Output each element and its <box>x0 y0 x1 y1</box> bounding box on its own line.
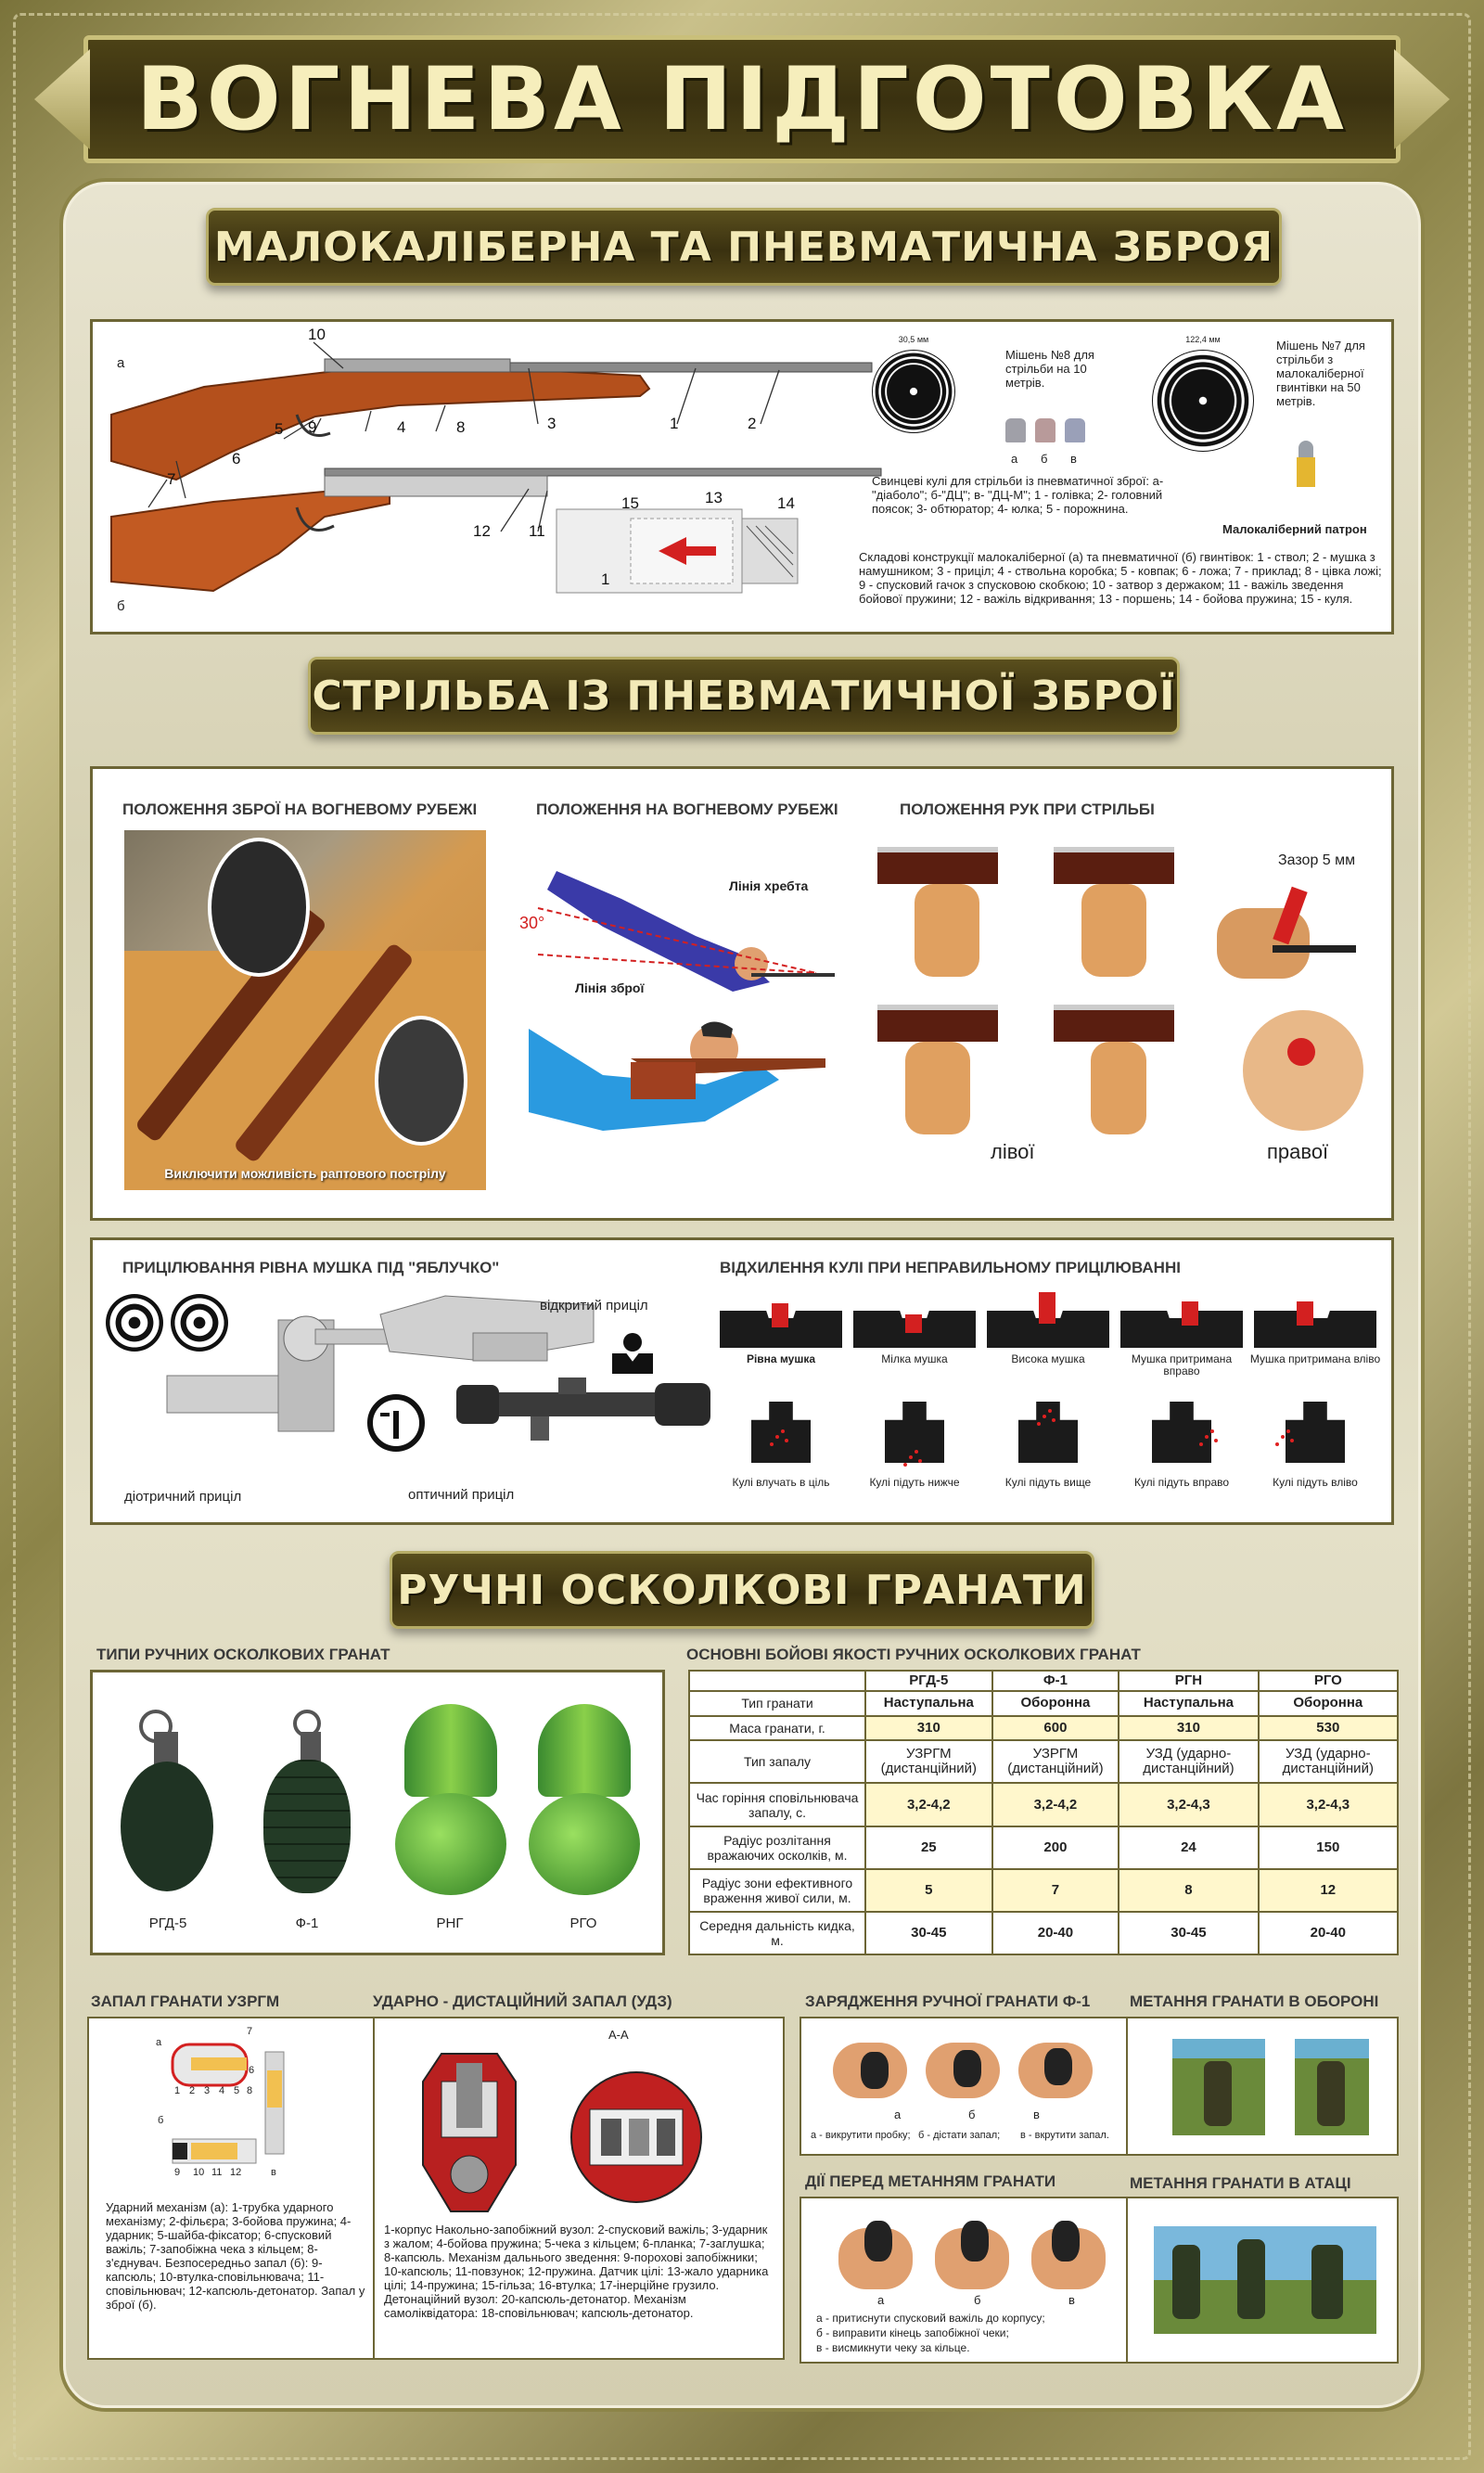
part-number: 4 <box>397 418 406 436</box>
title-banner <box>83 35 1401 163</box>
part-number: 1 <box>670 415 679 432</box>
table-cell: 310 <box>1119 1716 1258 1741</box>
diopter-sight-image <box>130 1292 408 1459</box>
spine-line-label: Лінія хребта <box>729 878 809 893</box>
table-cell: 20-40 <box>992 1912 1119 1954</box>
section-title: РУЧНІ ОСКОЛКОВІ ГРАНАТИ <box>397 1566 1087 1614</box>
table-header: РГО <box>1259 1671 1398 1691</box>
prone-figures <box>519 852 853 1186</box>
front-sight-post <box>1297 1301 1313 1326</box>
rgo-image <box>529 1704 640 1895</box>
bullet-hit <box>781 1429 785 1433</box>
part-number: 15 <box>621 494 639 512</box>
table-cell: Наступальна <box>1119 1691 1258 1716</box>
table-row <box>689 1716 1398 1741</box>
front-sight-post <box>1182 1301 1198 1326</box>
rifles-box <box>90 319 1394 634</box>
table-cell: 3,2-4,3 <box>1119 1783 1258 1826</box>
front-sight-post <box>1039 1292 1055 1324</box>
pellet-label: б <box>1041 452 1048 466</box>
udz-section-label: А-А <box>608 2028 629 2042</box>
weapon-photo <box>124 830 486 1190</box>
part-number: 6 <box>232 450 241 468</box>
pellet-label: а <box>1011 452 1018 466</box>
fuse-part-number: 12 <box>230 2167 242 2178</box>
parts-text: Складові конструкції малокаліберної (а) та пневматичної (б) гвинтівок: 1 - ствол; 2 - мушка з намушником; 3 - приціл; 4 - ствольна коробка; 5 - ковпак; 6 - ложа; 7 - приклад; 8 - цівка ложі; 9 - спусковий гачок з спусковою скобкою; 10 - затвор з держаком; 11 - важіль зведення бойової пружини; 12 - важіль відкривання; 13 - поршень; 14 - бойова пружина; 15 - куля. <box>859 550 1382 606</box>
grenade-name: РГО <box>569 1916 597 1931</box>
table-row <box>689 1826 1398 1869</box>
table-cell: 25 <box>865 1826 992 1869</box>
rng-image <box>395 1704 506 1895</box>
fuse-part-number: 2 <box>189 2085 196 2096</box>
uzrgm-heading: ЗАПАЛ ГРАНАТИ УЗРГМ <box>91 1992 280 2010</box>
sight-label: Мушка притримана вліво <box>1249 1352 1381 1365</box>
bullet-hit <box>1281 1435 1285 1439</box>
bullet-hit <box>1043 1415 1046 1418</box>
fuse-part-number: 11 <box>211 2167 223 2178</box>
table-cell: 530 <box>1259 1716 1398 1741</box>
defense-heading: МЕТАННЯ ГРАНАТИ В ОБОРОНІ <box>1130 1992 1379 2010</box>
bullet-hit <box>775 1435 779 1439</box>
table-row <box>689 1740 1398 1783</box>
defense-photo-1 <box>1172 2039 1265 2135</box>
table-cell: 3,2-4,2 <box>865 1783 992 1826</box>
bullet-hit <box>770 1442 774 1446</box>
table-cell: Оборонна <box>1259 1691 1398 1716</box>
table-row <box>689 1912 1398 1954</box>
grenade-types-heading: ТИПИ РУЧНИХ ОСКОЛКОВИХ ГРАНАТ <box>96 1646 390 1663</box>
table-header: Ф-1 <box>992 1671 1119 1691</box>
target8-size: 30,5 мм <box>898 335 929 344</box>
charge-caption: в - вкрутити запал. <box>1020 2130 1109 2141</box>
open-sight-picture <box>612 1333 653 1374</box>
table-cell: УЗД (ударно-дистанційний) <box>1259 1740 1398 1783</box>
part-number: 7 <box>167 470 176 488</box>
target-silhouette <box>1152 1402 1211 1463</box>
cartridge-image <box>1295 441 1317 489</box>
section-banner-grenades <box>390 1551 1094 1629</box>
fuse-part-number: б <box>158 2115 164 2126</box>
diopter-label: діотричний приціл <box>124 1489 242 1505</box>
rgd5-image <box>117 1710 219 1895</box>
bullet-hit <box>1210 1429 1214 1433</box>
open-sight-label: відкритий приціл <box>540 1298 648 1313</box>
table-cell: 24 <box>1119 1826 1258 1869</box>
table-cell: Радіус зони ефективного враження живої сили, м. <box>689 1869 865 1912</box>
before-box <box>800 2197 1399 2364</box>
angle-label: 30° <box>519 914 545 932</box>
table-cell: 3,2-4,2 <box>992 1783 1119 1826</box>
before-caption: а - притиснути спусковий важіль до корпусу; <box>816 2312 1045 2325</box>
fuse-part-number: 7 <box>247 2026 253 2037</box>
part-number: 10 <box>308 326 326 343</box>
table-cell: Тип гранати <box>689 1691 865 1716</box>
fuse-part-number: 6 <box>249 2065 255 2076</box>
before-caption: в - висмикнути чеку за кільце. <box>816 2341 970 2354</box>
pellets-image <box>1002 415 1094 448</box>
part-number: 8 <box>456 418 466 436</box>
bullet-hit <box>1275 1442 1279 1446</box>
right-hand-label: правої <box>1267 1140 1329 1163</box>
grenade-name: РГД-5 <box>148 1916 187 1931</box>
grenade-name: Ф-1 <box>295 1916 319 1931</box>
result-label: Кулі підуть вправо <box>1133 1476 1230 1489</box>
udz-text: 1-корпус Накольно-запобіжний вузол: 2-спусковий важіль; 3-ударник з жалом; 4-бойова пружина; 5-чека з кільцем; 6-планка; 7-заглушка; 8-капсюль. Механізм дальнього зведення: 9-порохові запобіжники; 10-капсюль; 11-повзунок; 12-пружина. Датчик цілі: 13-жало ударника цілі; 14-пружина; 15-гільза; 16-втулка; 17-інерційне грузило. Детонаційний вузол: 20-капсюль-детонатор. Механізм самоліквідатора: 18-сповільнювач; капсюль-детонатор. <box>384 2223 769 2320</box>
trigger-finger-image <box>1217 880 1365 982</box>
fuse-part-number: в <box>271 2167 276 2178</box>
aiming-heading: ПРИЦІЛЮВАННЯ РІВНА МУШКА ПІД "ЯБЛУЧКО" <box>122 1259 500 1276</box>
table-header: РГД-5 <box>865 1671 992 1691</box>
result-label: Кулі підуть вліво <box>1273 1476 1358 1489</box>
part-number: 5 <box>275 420 284 438</box>
table-cell: УЗД (ударно-дистанційний) <box>1119 1740 1258 1783</box>
rifle-b-label: б <box>117 598 125 614</box>
bullet-hit <box>1048 1409 1052 1413</box>
table-cell: Оборонна <box>992 1691 1119 1716</box>
bullet-hit <box>1199 1442 1203 1446</box>
target-silhouette <box>885 1402 944 1463</box>
fuse-part-number: 4 <box>219 2085 225 2096</box>
front-sight-post <box>905 1314 922 1333</box>
grenade-types-box <box>90 1670 665 1955</box>
aiming-box <box>90 1237 1394 1525</box>
before-hands-image <box>838 2215 1107 2293</box>
shooting-box <box>90 766 1394 1221</box>
bullet-hit <box>1205 1435 1209 1439</box>
section-title: СТРІЛЬБА ІЗ ПНЕВМАТИЧНОЇ ЗБРОЇ <box>312 672 1176 720</box>
uzrgm-text: Ударний механізм (а): 1-трубка ударного механізму; 2-фільєра; 3-бойова пружина; 4-ударник; 5-шайба-фіксатор; 6-спусковий важіль; 7-запобіжна чека з кільцем; 8-з'єднувач. Безпосередньо запал (б): 9-капсюль; 10-втулка-сповільнювача; 11-сповільнювач; 12-капсюль-детонатор. Запал у зброї (б). <box>106 2200 365 2312</box>
hands-images <box>877 847 1174 1134</box>
part-number: 2 <box>748 415 757 432</box>
bullet-hit <box>1037 1422 1041 1426</box>
fuse-part-number: 3 <box>204 2085 211 2096</box>
table-cell: 7 <box>992 1869 1119 1912</box>
part-number: 12 <box>473 522 491 540</box>
table-cell: Тип запалу <box>689 1740 865 1783</box>
before-caption: б - виправити кінець запобіжної чеки; <box>816 2326 1009 2339</box>
fuse-part-number: 9 <box>174 2167 181 2178</box>
part-number: 13 <box>705 489 723 506</box>
charge-caption: б - дістати запал; <box>918 2130 1001 2141</box>
sight-label: Мушка притримана вправо <box>1131 1352 1233 1377</box>
fuse-part-number: а <box>156 2037 162 2048</box>
table-cell: 12 <box>1259 1869 1398 1912</box>
grenade-table-box <box>688 1670 1399 1955</box>
hands-heading: ПОЛОЖЕННЯ РУК ПРИ СТРІЛЬБІ <box>900 801 1155 818</box>
rifles-diagram <box>93 322 928 632</box>
before-label: а <box>877 2293 885 2307</box>
front-sight-post <box>772 1303 788 1327</box>
rifle-a-label: а <box>117 355 125 371</box>
section-banner-pneumatic <box>308 657 1180 735</box>
before-label: в <box>1068 2293 1075 2307</box>
table-cell: Час горіння сповільнювача запалу, с. <box>689 1783 865 1826</box>
part-number: 1 <box>601 570 610 588</box>
table-header <box>689 1671 865 1691</box>
table-cell: 20-40 <box>1259 1912 1398 1954</box>
table-cell: 30-45 <box>865 1912 992 1954</box>
table-cell: 3,2-4,3 <box>1259 1783 1398 1826</box>
grenade-table <box>688 1670 1399 1955</box>
charge-label: б <box>968 2108 976 2121</box>
charge-label: а <box>894 2108 902 2121</box>
target7-image <box>1152 350 1254 452</box>
attack-heading: МЕТАННЯ ГРАНАТИ В АТАЦІ <box>1130 2174 1351 2192</box>
photo-caption: Виключити можливість раптового пострілу <box>164 1166 446 1181</box>
charge-box <box>800 2017 1399 2156</box>
udz-heading: УДАРНО - ДИСТАЦІЙНИЙ ЗАПАЛ (УДЗ) <box>373 1992 672 2010</box>
target8-text: Мішень №8 для стрільби на 10 метрів. <box>1005 348 1094 390</box>
part-number: 9 <box>308 418 317 436</box>
pellets-text: Свинцеві кулі для стрільби із пневматичної зброї: а- "діаболо"; б-"ДЦ"; в- "ДЦ-М"; 1 - голівка; 2- головний поясок; 3- обтюратор; 4- юлка; 5 - порожнина. <box>872 474 1164 516</box>
fuse-part-number: 5 <box>234 2085 240 2096</box>
attack-photo <box>1154 2226 1376 2334</box>
target8-image <box>872 350 955 433</box>
grenade-name: РНГ <box>436 1916 464 1931</box>
charge-hands-image <box>833 2033 1102 2108</box>
before-label: б <box>974 2293 981 2307</box>
sight-label: Висока мушка <box>1011 1352 1085 1365</box>
fuse-part-number: 1 <box>174 2085 181 2096</box>
before-heading: ДІЇ ПЕРЕД МЕТАННЯМ ГРАНАТИ <box>805 2172 1056 2190</box>
bullet-hit <box>1052 1418 1055 1422</box>
table-cell: 200 <box>992 1826 1119 1869</box>
weapon-position-heading: ПОЛОЖЕННЯ ЗБРОЇ НА ВОГНЕВОМУ РУБЕЖІ <box>122 801 478 818</box>
table-header: РГН <box>1119 1671 1258 1691</box>
firing-position-heading: ПОЛОЖЕННЯ НА ВОГНЕВОМУ РУБЕЖІ <box>536 801 838 818</box>
table-row <box>689 1783 1398 1826</box>
table-cell: Маса гранати, г. <box>689 1716 865 1741</box>
table-cell: 8 <box>1119 1869 1258 1912</box>
optic-label: оптичний приціл <box>408 1487 515 1503</box>
section-title: МАЛОКАЛІБЕРНА ТА ПНЕВМАТИЧНА ЗБРОЯ <box>213 223 1274 271</box>
charge-label: в <box>1033 2108 1040 2121</box>
page-title: ВОГНЕВА ПІДГОТОВКА <box>136 48 1348 150</box>
table-cell: Наступальна <box>865 1691 992 1716</box>
table-cell: 600 <box>992 1716 1119 1741</box>
result-label: Кулі підуть вище <box>1004 1476 1092 1489</box>
fuse-part-number: 8 <box>247 2085 253 2096</box>
left-hand-label: лівої <box>991 1140 1035 1163</box>
table-cell: 150 <box>1259 1826 1398 1869</box>
table-cell: Середня дальність кидка, м. <box>689 1912 865 1954</box>
pellet-label: в <box>1070 452 1077 466</box>
optic-sight-picture <box>367 1394 425 1452</box>
target7-size: 122,4 мм <box>1185 335 1221 344</box>
table-cell: 30-45 <box>1119 1912 1258 1954</box>
optic-scope-image <box>456 1370 716 1444</box>
table-cell: 310 <box>865 1716 992 1741</box>
udz-diagram <box>386 2026 775 2249</box>
charge-caption: а - викрутити пробку; <box>811 2130 911 2141</box>
bullet-hit <box>903 1463 907 1467</box>
table-cell: УЗРГМ (дистанційний) <box>865 1740 992 1783</box>
fuse-part-number: 10 <box>193 2167 205 2178</box>
bullet-hit <box>1214 1439 1218 1442</box>
result-label: Кулі підуть нижче <box>869 1476 960 1489</box>
target-silhouette <box>1286 1402 1345 1463</box>
front-sight-picture <box>1254 1311 1376 1348</box>
table-row <box>689 1691 1398 1716</box>
table-cell: Радіус розлітання вражаючих осколків, м. <box>689 1826 865 1869</box>
bullet-hit <box>785 1439 788 1442</box>
charge-heading: ЗАРЯДЖЕННЯ РУЧНОЇ ГРАНАТИ Ф-1 <box>805 1992 1091 2010</box>
f1-image <box>256 1710 358 1895</box>
weapon-line-label: Лінія зброї <box>575 980 645 995</box>
section-banner-smallbore <box>206 208 1282 286</box>
table-cell: 5 <box>865 1869 992 1912</box>
gap-label: Зазор 5 мм <box>1278 852 1356 868</box>
sight-label: Мілка мушка <box>881 1352 948 1365</box>
defense-photo-2 <box>1295 2039 1369 2135</box>
grenade-table-heading: ОСНОВНІ БОЙОВІ ЯКОСТІ РУЧНИХ ОСКОЛКОВИХ ГРАНАТ <box>686 1646 1141 1663</box>
part-number: 3 <box>547 415 556 432</box>
table-row <box>689 1869 1398 1912</box>
part-number: 14 <box>777 494 795 512</box>
target7-text: Мішень №7 для стрільби з малокаліберної гвинтівки на 50 метрів. <box>1276 339 1365 408</box>
fuses-box <box>87 2017 785 2360</box>
table-cell: УЗРГМ (дистанційний) <box>992 1740 1119 1783</box>
sight-label: Рівна мушка <box>746 1352 816 1365</box>
part-number: 11 <box>529 522 545 540</box>
result-label: Кулі влучать в ціль <box>732 1476 830 1489</box>
ok-hand-image <box>1243 1010 1363 1131</box>
cartridge-label: Малокаліберний патрон <box>1222 522 1367 536</box>
deviation-heading: ВІДХИЛЕННЯ КУЛІ ПРИ НЕПРАВИЛЬНОМУ ПРИЦІЛЮВАННІ <box>720 1259 1181 1276</box>
